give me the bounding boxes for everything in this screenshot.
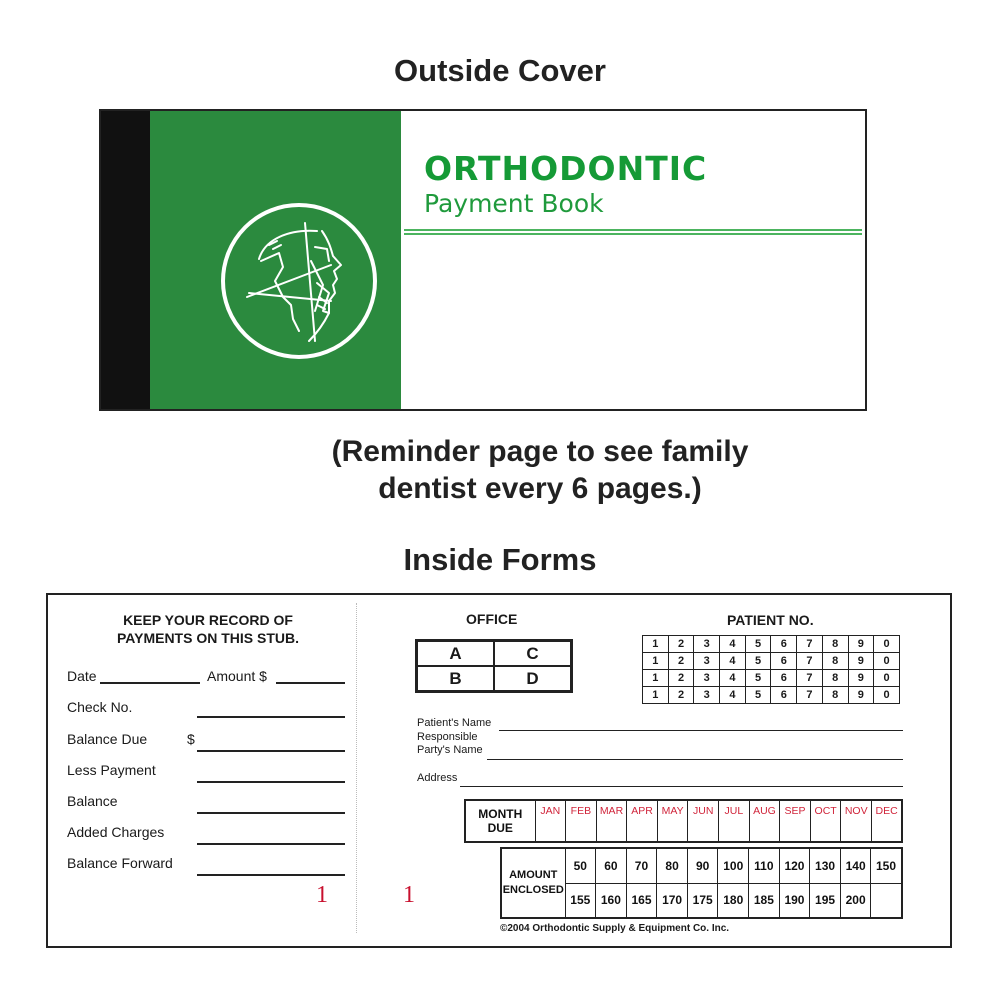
patient-digit-cell[interactable]: 5: [745, 670, 771, 687]
patients-name-line[interactable]: [499, 730, 903, 731]
patient-digit-cell[interactable]: 6: [771, 636, 797, 653]
amount-cell[interactable]: 90: [687, 848, 718, 883]
patient-digit-cell[interactable]: 4: [720, 653, 746, 670]
outside-cover-heading: Outside Cover: [394, 53, 606, 88]
month-due-line-2: DUE: [487, 821, 513, 835]
patient-digit-cell[interactable]: 7: [797, 636, 823, 653]
address-line[interactable]: [460, 786, 903, 787]
month-cell[interactable]: AUG: [749, 800, 780, 842]
amount-cell[interactable]: 140: [840, 848, 871, 883]
patient-digit-cell[interactable]: 2: [668, 653, 694, 670]
less-payment-line[interactable]: [197, 781, 345, 783]
office-label: OFFICE: [466, 611, 518, 627]
patient-no-label: PATIENT NO.: [727, 612, 814, 628]
amount-cell[interactable]: 70: [626, 848, 657, 883]
added-charges-label: Added Charges: [67, 824, 165, 840]
copyright-notice: ©2004 Orthodontic Supply & Equipment Co. Inc.: [500, 923, 730, 934]
amount-cell[interactable]: 165: [626, 883, 657, 918]
stub-number: 1: [316, 882, 328, 908]
office-selector: [415, 639, 573, 693]
perforation-line: [356, 603, 357, 933]
amount-cell[interactable]: 120: [779, 848, 810, 883]
cover-spine: [101, 111, 150, 409]
cover-title: ORTHODONTIC: [424, 149, 708, 188]
amount-row: [501, 848, 902, 883]
amount-cell[interactable]: 180: [718, 883, 749, 918]
patient-digit-cell[interactable]: 8: [822, 687, 848, 704]
amount-cell[interactable]: 190: [779, 883, 810, 918]
office-option-a[interactable]: A: [417, 641, 494, 666]
amount-cell[interactable]: 80: [657, 848, 688, 883]
check-no-line[interactable]: [197, 716, 345, 718]
stub-heading-line-2: PAYMENTS ON THIS STUB.: [116, 630, 300, 646]
patient-digit-cell[interactable]: 6: [771, 653, 797, 670]
patient-grid-row: [643, 653, 900, 670]
month-cell[interactable]: APR: [627, 800, 658, 842]
patient-digit-cell[interactable]: 3: [694, 636, 720, 653]
patient-digit-cell[interactable]: 2: [668, 636, 694, 653]
cephalometric-profile-icon: [219, 201, 379, 361]
amount-cell[interactable]: 195: [810, 883, 841, 918]
month-cell[interactable]: DEC: [872, 800, 903, 842]
amount-cell[interactable]: [871, 883, 902, 918]
stub-heading: [88, 611, 328, 647]
patient-grid-row: [643, 670, 900, 687]
patient-digit-cell[interactable]: 7: [797, 670, 823, 687]
patient-number-grid: [642, 635, 900, 704]
patient-digit-cell[interactable]: 4: [720, 670, 746, 687]
amount-enclosed-line-1: AMOUNT: [509, 869, 558, 881]
cover-subtitle: Payment Book: [424, 189, 604, 218]
inside-payment-form: [46, 593, 952, 948]
check-no-label: Check No.: [67, 699, 133, 715]
patients-name-label: Patient's Name: [417, 717, 492, 729]
patient-digit-cell[interactable]: 2: [668, 687, 694, 704]
patient-digit-cell[interactable]: 5: [745, 687, 771, 704]
amount-cell[interactable]: 130: [810, 848, 841, 883]
patient-digit-cell[interactable]: 4: [720, 687, 746, 704]
patient-digit-cell[interactable]: 0: [874, 653, 900, 670]
slip-number: 1: [403, 882, 415, 908]
amount-cell[interactable]: 200: [840, 883, 871, 918]
amount-label: Amount $: [207, 668, 267, 684]
month-due-label: [465, 800, 535, 842]
patient-digit-cell[interactable]: 8: [822, 653, 848, 670]
balance-due-label: Balance Due: [67, 731, 148, 747]
patient-digit-cell[interactable]: 4: [720, 636, 746, 653]
month-cell[interactable]: MAR: [596, 800, 627, 842]
balance-line[interactable]: [197, 812, 345, 814]
patient-digit-cell[interactable]: 3: [694, 670, 720, 687]
office-option-c[interactable]: C: [494, 641, 571, 666]
month-cell[interactable]: JAN: [535, 800, 566, 842]
patient-digit-cell[interactable]: 8: [822, 670, 848, 687]
patient-grid-row: [643, 636, 900, 653]
date-label: Date: [67, 668, 97, 684]
cover-rule-top: [404, 229, 862, 231]
amount-cell[interactable]: 50: [565, 848, 596, 883]
patient-digit-cell[interactable]: 1: [643, 687, 669, 704]
patient-digit-cell[interactable]: 8: [822, 636, 848, 653]
balance-forward-label: Balance Forward: [67, 855, 173, 871]
patient-digit-cell[interactable]: 9: [848, 687, 874, 704]
patient-digit-cell[interactable]: 1: [643, 636, 669, 653]
responsible-party-line[interactable]: [487, 759, 903, 760]
patient-digit-cell[interactable]: 6: [771, 670, 797, 687]
patient-digit-cell[interactable]: 0: [874, 670, 900, 687]
office-option-b[interactable]: B: [417, 666, 494, 691]
payment-book-cover: [99, 109, 867, 411]
patient-digit-cell[interactable]: 9: [848, 670, 874, 687]
patient-grid-row: [643, 687, 900, 704]
less-payment-label: Less Payment: [67, 762, 156, 778]
month-row: [465, 800, 902, 842]
partys-name-label: Party's Name: [417, 744, 483, 756]
amount-enclosed-label: [501, 848, 565, 918]
month-cell[interactable]: MAY: [657, 800, 688, 842]
amount-cell[interactable]: 160: [596, 883, 627, 918]
month-cell[interactable]: JUN: [688, 800, 719, 842]
amount-cell[interactable]: 110: [749, 848, 780, 883]
balance-forward-line[interactable]: [197, 874, 345, 876]
amount-cell[interactable]: 150: [871, 848, 902, 883]
stub-heading-line-1: KEEP YOUR RECORD OF: [123, 612, 293, 628]
month-cell[interactable]: FEB: [566, 800, 597, 842]
amount-enclosed-line-2: ENCLOSED: [502, 884, 564, 896]
patient-digit-cell[interactable]: 9: [848, 653, 874, 670]
reminder-note-line-1: (Reminder page to see family: [331, 435, 749, 468]
patient-digit-cell[interactable]: 3: [694, 653, 720, 670]
amount-enclosed-table: [500, 847, 903, 919]
patient-digit-cell[interactable]: 6: [771, 687, 797, 704]
balance-due-line[interactable]: [197, 750, 345, 752]
patient-digit-cell[interactable]: 5: [745, 653, 771, 670]
amount-line[interactable]: [276, 682, 345, 684]
month-cell[interactable]: NOV: [841, 800, 872, 842]
amount-cell[interactable]: 100: [718, 848, 749, 883]
patient-digit-cell[interactable]: 1: [643, 653, 669, 670]
office-option-d[interactable]: D: [494, 666, 571, 691]
month-due-line-1: MONTH: [478, 807, 523, 821]
amount-cell[interactable]: 170: [657, 883, 688, 918]
cover-rule-bottom: [404, 233, 862, 235]
month-cell[interactable]: OCT: [810, 800, 841, 842]
amount-cell[interactable]: 185: [749, 883, 780, 918]
patient-digit-cell[interactable]: 3: [694, 687, 720, 704]
patient-digit-cell[interactable]: 9: [848, 636, 874, 653]
month-cell[interactable]: JUL: [719, 800, 750, 842]
responsible-label: Responsible: [417, 731, 478, 743]
date-line[interactable]: [100, 682, 200, 684]
balance-due-dollar-sign: $: [187, 731, 195, 747]
added-charges-line[interactable]: [197, 843, 345, 845]
inside-forms-heading: Inside Forms: [403, 542, 597, 577]
amount-cell[interactable]: 60: [596, 848, 627, 883]
patient-digit-cell[interactable]: 0: [874, 636, 900, 653]
amount-cell[interactable]: 175: [687, 883, 718, 918]
patient-digit-cell[interactable]: 5: [745, 636, 771, 653]
amount-cell[interactable]: 155: [565, 883, 596, 918]
month-due-table: [464, 799, 903, 843]
patient-digit-cell[interactable]: 7: [797, 653, 823, 670]
patient-digit-cell[interactable]: 2: [668, 670, 694, 687]
patient-digit-cell[interactable]: 0: [874, 687, 900, 704]
reminder-note-line-2: dentist every 6 pages.): [378, 472, 702, 505]
month-cell[interactable]: SEP: [780, 800, 811, 842]
patient-digit-cell[interactable]: 1: [643, 670, 669, 687]
address-label: Address: [417, 772, 458, 784]
balance-label: Balance: [67, 793, 118, 809]
reminder-note: [270, 433, 810, 507]
patient-digit-cell[interactable]: 7: [797, 687, 823, 704]
